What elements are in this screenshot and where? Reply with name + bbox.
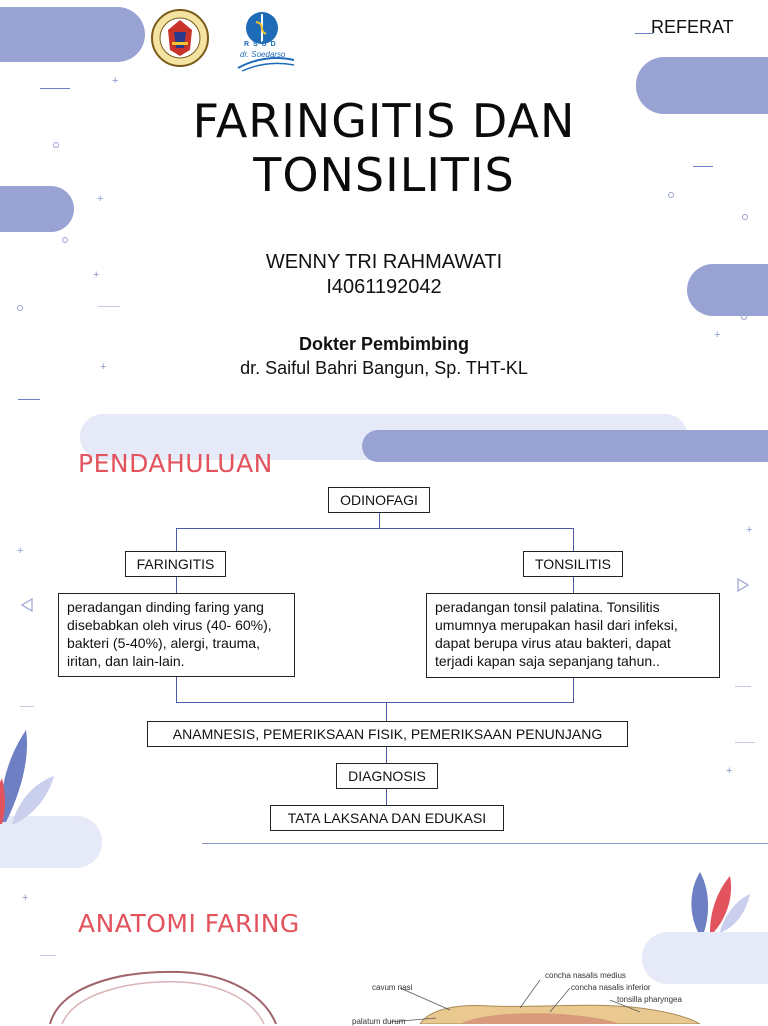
decor-ring-icon bbox=[742, 214, 748, 220]
decor-triangle-left-icon bbox=[20, 598, 34, 612]
author-id: I4061192042 bbox=[326, 276, 442, 298]
decor-dash bbox=[98, 306, 120, 307]
decor-leaf-right-icon bbox=[684, 870, 754, 934]
decor-plus-icon: + bbox=[22, 892, 29, 904]
connector-line bbox=[176, 528, 177, 551]
author-name: WENNY TRI RAHMAWATI bbox=[265, 251, 503, 273]
decor-dash bbox=[20, 706, 34, 707]
header-label: REFERAT bbox=[651, 17, 734, 37]
decor-ring-icon bbox=[741, 314, 747, 320]
decor-plus-icon: + bbox=[112, 75, 119, 87]
decor-band-blue bbox=[362, 430, 768, 462]
faringitis-description: peradangan dinding faring yang disebabkan oleh virus (40- 60%), bakteri (5-40%), alergi, trauma, iritan, dan lain-lain. bbox=[58, 593, 295, 677]
decor-triangle-right-icon bbox=[736, 578, 750, 592]
connector-line bbox=[176, 702, 574, 703]
connector-line bbox=[176, 577, 177, 594]
page-title-line2: TONSILITIS bbox=[253, 148, 515, 202]
decor-blob-top-left bbox=[0, 7, 145, 62]
node-tata-laksana: TATA LAKSANA DAN EDUKASI bbox=[270, 805, 504, 831]
decor-dash bbox=[40, 955, 56, 956]
connector-line bbox=[379, 512, 380, 528]
node-odinofagi: ODINOFAGI bbox=[328, 487, 430, 513]
rsud-logo-text: R S U D bbox=[244, 41, 277, 48]
supervisor-heading: Dokter Pembimbing bbox=[298, 334, 470, 354]
figure-label: palatum durum bbox=[352, 1017, 406, 1026]
decor-plus-icon: + bbox=[746, 524, 753, 536]
decor-plus-icon: + bbox=[97, 193, 104, 205]
figure-label: cavum nasi bbox=[372, 983, 413, 992]
node-tonsilitis: TONSILITIS bbox=[523, 551, 623, 577]
page-title-line1: FARINGITIS DAN bbox=[192, 94, 576, 148]
decor-plus-icon: + bbox=[17, 545, 24, 557]
section-title-pendahuluan: PENDAHULUAN bbox=[78, 449, 273, 478]
decor-plus-icon: + bbox=[726, 765, 733, 777]
tonsilitis-description: peradangan tonsil palatina. Tonsilitis umumnya merupakan hasil dari infeksi, dapat berupa virus atau bakteri, dapat terjadi kapan saja sepanjang tahun.. bbox=[426, 593, 720, 678]
rsud-logo-subtext: dr. Soedarso bbox=[240, 50, 286, 59]
decor-ring-icon bbox=[62, 237, 68, 243]
decor-ring-icon bbox=[17, 305, 23, 311]
connector-line bbox=[386, 702, 387, 722]
decor-dash bbox=[735, 742, 755, 743]
decor-dash bbox=[735, 686, 751, 687]
decor-plus-icon: + bbox=[100, 361, 107, 373]
connector-line bbox=[386, 747, 387, 763]
decor-plus-icon: + bbox=[714, 329, 721, 341]
connector-line bbox=[573, 577, 574, 594]
connector-line bbox=[176, 528, 574, 529]
connector-line bbox=[573, 678, 574, 702]
figure-label: concha nasalis medius bbox=[545, 971, 626, 980]
decor-dash bbox=[40, 88, 70, 89]
decor-leaf-left-icon bbox=[0, 726, 66, 826]
node-anamnesis: ANAMNESIS, PEMERIKSAAN FISIK, PEMERIKSAAN PENUNJANG bbox=[147, 721, 628, 747]
connector-line bbox=[386, 788, 387, 805]
figure-label: tonsilla pharyngea bbox=[617, 995, 682, 1004]
section-divider bbox=[202, 843, 768, 844]
supervisor-name: dr. Saiful Bahri Bangun, Sp. THT-KL bbox=[240, 358, 528, 378]
connector-line bbox=[176, 676, 177, 702]
anatomy-head-outline-figure bbox=[40, 966, 280, 1024]
decor-plus-icon: + bbox=[93, 269, 100, 281]
university-seal-logo bbox=[150, 8, 210, 68]
node-diagnosis: DIAGNOSIS bbox=[336, 763, 438, 789]
figure-label: concha nasalis inferior bbox=[571, 983, 651, 992]
section-title-anatomi: ANATOMI FARING bbox=[78, 909, 300, 938]
decor-dash bbox=[18, 399, 40, 400]
connector-line bbox=[573, 528, 574, 551]
node-faringitis: FARINGITIS bbox=[125, 551, 226, 577]
